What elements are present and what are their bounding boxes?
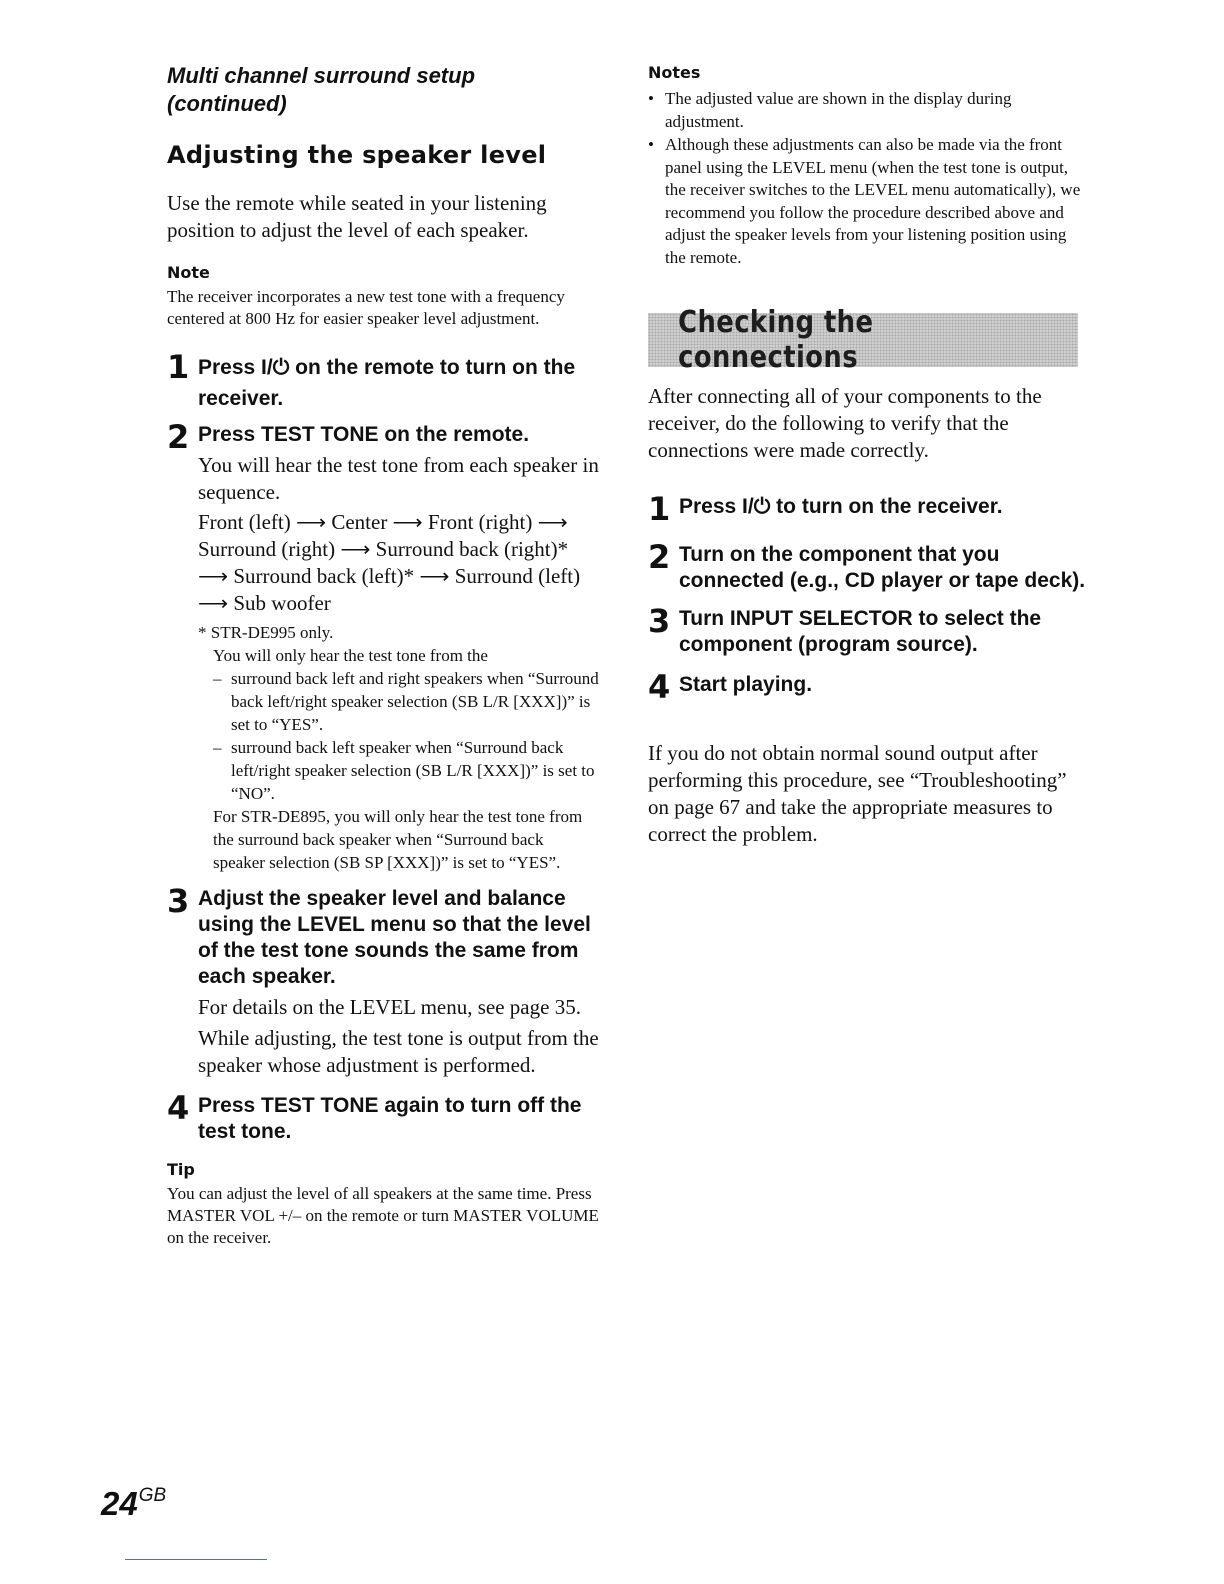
step-number: 3 — [648, 602, 671, 640]
notes-label: Notes — [648, 63, 701, 82]
step-1 — [648, 490, 1088, 528]
step-number: 4 — [648, 668, 671, 706]
step-title: Press I/⏻ on the remote to turn on the receiver. — [198, 356, 576, 410]
note-bullet — [648, 134, 1088, 269]
note-label: Note — [167, 263, 210, 282]
tip-label: Tip — [167, 1160, 195, 1179]
step-title: Turn INPUT SELECTOR to select the component (program source). — [679, 607, 1042, 656]
footer-rule — [125, 1559, 267, 1560]
page-number-suffix: GB — [138, 1485, 167, 1506]
continued-heading-line2: (continued) — [167, 91, 287, 116]
step-text: You will hear the test tone from each speaker in sequence. — [198, 453, 599, 504]
step-number: 1 — [648, 490, 671, 528]
step-3 — [648, 602, 1088, 658]
step-1 — [167, 348, 599, 414]
step-title: Start playing. — [679, 673, 813, 696]
step-number: 1 — [167, 348, 190, 386]
intro-text: Use the remote while seated in your listening position to adjust the level of each speaker. — [167, 191, 547, 242]
step-3 — [167, 882, 599, 1079]
step-2 — [648, 538, 1088, 594]
step-number: 2 — [167, 418, 190, 456]
page-number — [101, 1476, 166, 1524]
step-title: Press TEST TONE on the remote. — [198, 423, 530, 446]
continued-heading — [167, 62, 599, 118]
intro-text: After connecting all of your components to the receiver, do the following to verify that the connections were made correctly. — [648, 384, 1042, 462]
note-bullet — [648, 88, 1088, 133]
outro-text: If you do not obtain normal sound output after performing this procedure, see “Troubleshooting” on page 67 and take the appropriate measures to correct the problem. — [648, 741, 1067, 846]
page-number-value: 24 — [101, 1485, 138, 1522]
step-number: 3 — [167, 882, 190, 920]
footnote-intro: You will only hear the test tone from the — [213, 646, 488, 665]
footnote-dash-text: surround back left and right speakers when “Surround back left/right speaker selection (SB L/R [XXX])” is set to “YES”. — [231, 669, 599, 734]
step-title: Press TEST TONE again to turn off the test tone. — [198, 1094, 582, 1143]
section-banner — [648, 305, 1078, 375]
section-title: Adjusting the speaker level — [167, 141, 547, 169]
step-text: While adjusting, the test tone is output from the speaker whose adjustment is performed. — [198, 1026, 599, 1077]
continued-heading-line1: Multi channel surround setup — [167, 63, 476, 88]
note-bullet-text: Although these adjustments can also be made via the front panel using the LEVEL menu (when the test tone is output, the receiver switches to the LEVEL menu automatically), we recommend you follow the procedure described above and adjust the speaker levels from your listening position using the remote. — [665, 135, 1081, 267]
tip-text: You can adjust the level of all speakers at the same time. Press MASTER VOL +/– on the remote or turn MASTER VOLUME on the receiver. — [167, 1184, 599, 1247]
banner-title: Checking the connections — [678, 305, 874, 375]
step-title: Turn on the component that you connected (e.g., CD player or tape deck). — [679, 543, 1086, 592]
footnote-star: * STR-DE995 only. — [198, 623, 334, 642]
step-4 — [648, 668, 1088, 706]
dash-marker: – — [213, 738, 222, 757]
step-number: 2 — [648, 538, 671, 576]
step-title: Adjust the speaker level and balance using the LEVEL menu so that the level of the test tone sounds the same from each speaker. — [198, 887, 591, 988]
speaker-sequence: Front (left) ⟶ Center ⟶ Front (right) ⟶ Surround (right) ⟶ Surround back (right)* ⟶ Surround back (left)* ⟶ Surround (left) ⟶ Sub woofer — [198, 510, 581, 615]
note-bullet-text: The adjusted value are shown in the display during adjustment. — [665, 89, 1012, 131]
step-number: 4 — [167, 1089, 190, 1127]
step-text: For details on the LEVEL menu, see page 35. — [198, 995, 581, 1019]
right-column — [648, 62, 1088, 848]
bullet-marker: • — [648, 89, 654, 108]
step-title: Press I/⏻ to turn on the receiver. — [679, 495, 1003, 518]
step-4 — [167, 1089, 599, 1145]
note-text: The receiver incorporates a new test tone with a frequency centered at 800 Hz for easier speaker level adjustment. — [167, 287, 565, 328]
footnote-dash-item — [213, 667, 599, 736]
dash-marker: – — [213, 669, 222, 688]
step-2 — [167, 418, 599, 874]
footnote-dash-item — [213, 736, 599, 805]
left-column — [167, 62, 599, 1249]
bullet-marker: • — [648, 135, 654, 154]
footnote-outro: For STR-DE895, you will only hear the test tone from the surround back speaker when “Surround back speaker selection (SB SP [XXX])” is set to “YES”. — [213, 807, 583, 872]
footnote-dash-text: surround back left speaker when “Surround back left/right speaker selection (SB L/R [XXX])” is set to “NO”. — [231, 738, 595, 803]
